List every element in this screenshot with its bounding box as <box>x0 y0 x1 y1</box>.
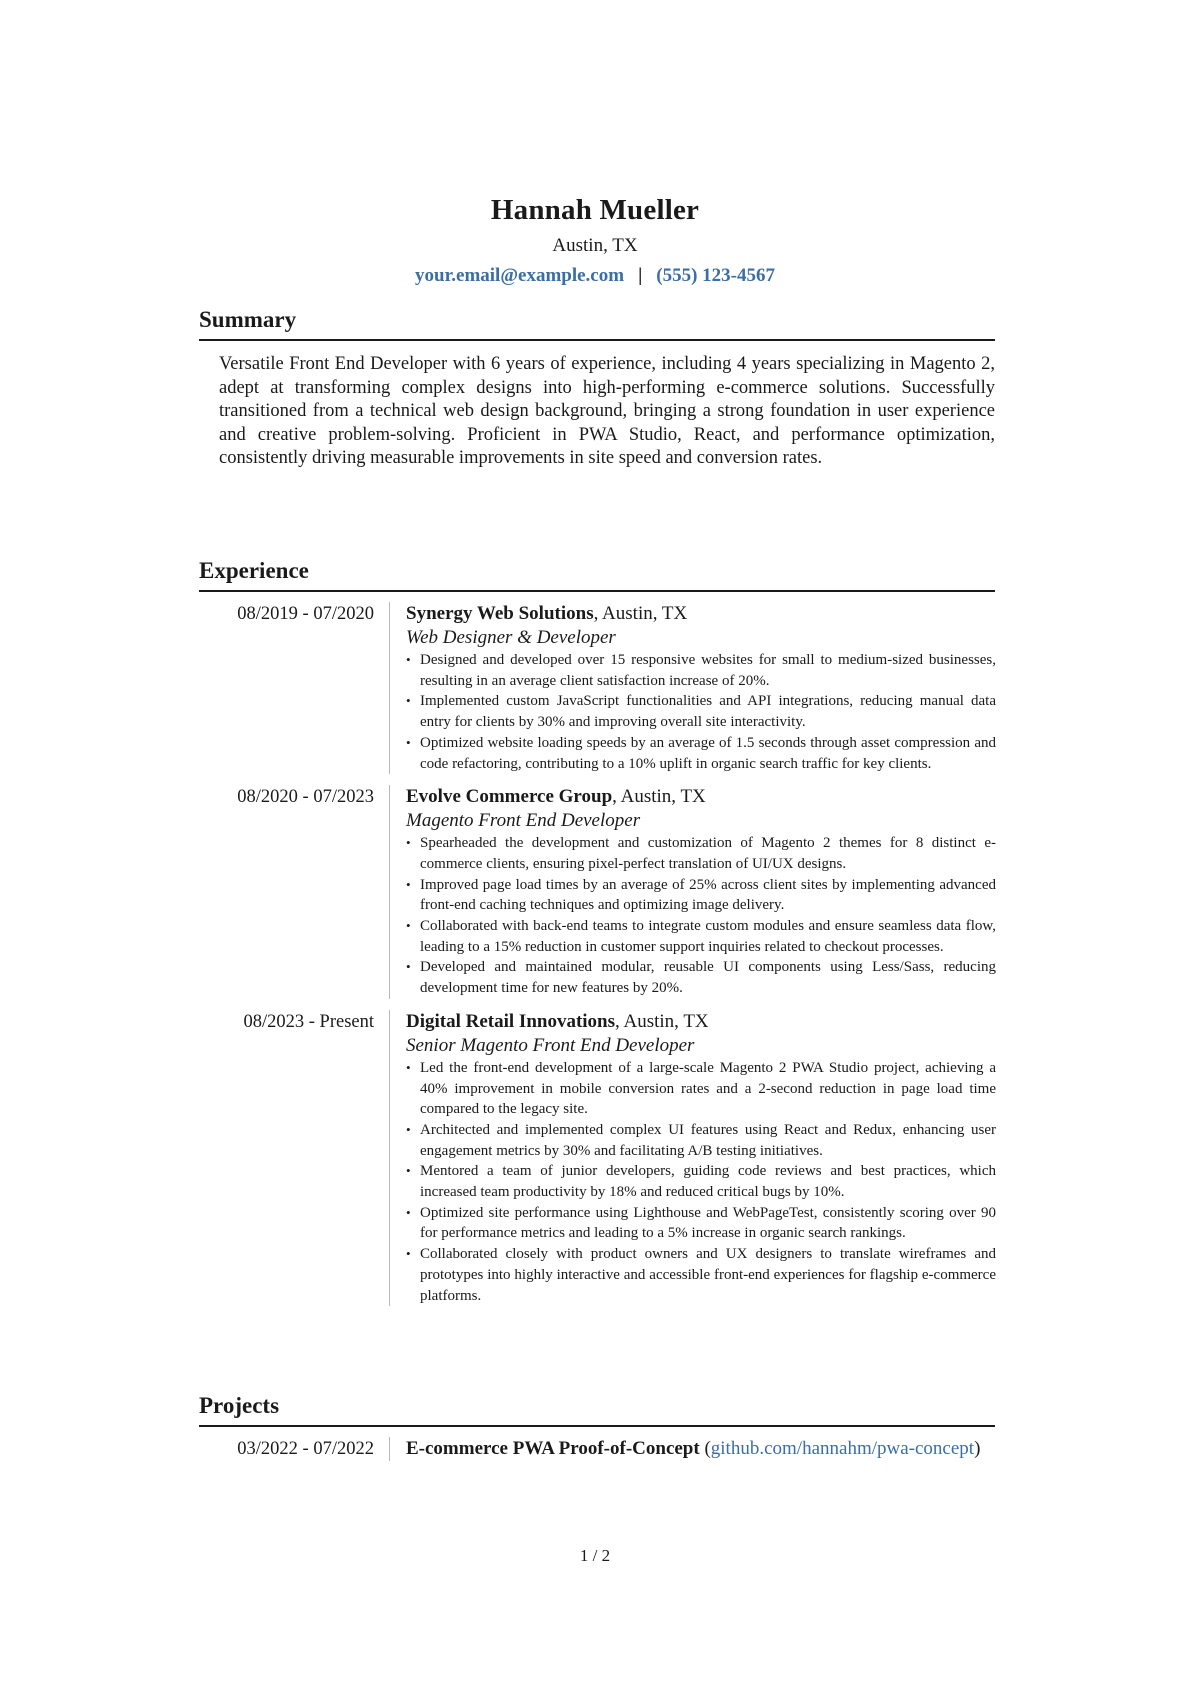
entry-body <box>406 1010 996 1306</box>
contact-separator: | <box>638 265 643 286</box>
bullet-item: • Collaborated with back-end teams to integrate custom modules and ensure seamless data flow, leading to a 15% reduction in customer support inquiries related to checkout processes. <box>406 916 996 957</box>
projects-heading: Projects <box>199 1393 280 1418</box>
company-location: , Austin, TX <box>593 603 688 624</box>
experience-entry <box>199 785 995 999</box>
experience-section <box>199 556 995 1306</box>
bullet-item: • Architected and implemented complex UI features using React and Redux, enhancing user engagement metrics by 30% and facilitating A/B testing initiatives. <box>406 1120 996 1161</box>
bullet-item: • Spearheaded the development and customization of Magento 2 themes for 8 distinct e-commerce clients, ensuring pixel-perfect translation of UI/UX designs. <box>406 833 996 874</box>
bullet-item: • Optimized site performance using Lighthouse and WebPageTest, consistently scoring over 90 for performance metrics and leading to a 5% increase in organic search rankings. <box>406 1203 996 1244</box>
entry-org <box>406 1010 996 1034</box>
project-entry <box>199 1437 995 1461</box>
job-title: Web Designer & Developer <box>406 627 616 648</box>
entry-org <box>406 785 996 809</box>
page-number: 1 / 2 <box>579 1546 611 1565</box>
entry-body <box>406 1437 996 1461</box>
resume-header <box>0 190 1190 289</box>
summary-heading: Summary <box>199 307 297 332</box>
bullet-item: • Mentored a team of junior developers, guiding code reviews and best practices, which increased team productivity by 18% and reduced critical bugs by 10%. <box>406 1161 996 1202</box>
entry-dates: 08/2020 - 07/2023 <box>237 787 374 808</box>
experience-heading: Experience <box>199 558 309 583</box>
bullet-item: • Led the front-end development of a large-scale Magento 2 PWA Studio project, achieving a 40% improvement in mobile conversion rates and a 2-second reduction in page load time compared to the legacy site. <box>406 1058 996 1120</box>
entry-dates: 08/2023 - Present <box>243 1011 374 1032</box>
job-title: Magento Front End Developer <box>406 810 641 832</box>
project-name: E-commerce PWA Proof-of-Concept <box>406 1438 700 1459</box>
bullet-list <box>406 650 996 774</box>
bullet-list <box>406 1058 996 1306</box>
link-close-paren: ) <box>974 1438 981 1459</box>
timeline-line <box>389 785 390 999</box>
company-name: Evolve Commerce Group <box>406 786 613 808</box>
link-open-paren: ( <box>699 1438 711 1459</box>
experience-entry <box>199 1010 995 1306</box>
entry-body <box>406 602 996 774</box>
email-link[interactable]: your.email@example.com <box>415 265 625 286</box>
entry-dates: 03/2022 - 07/2022 <box>237 1439 374 1459</box>
project-link[interactable]: github.com/hannahm/pwa-concept <box>710 1438 975 1459</box>
company-location: , Austin, TX <box>615 1010 709 1032</box>
entry-dates: 08/2019 - 07/2020 <box>237 604 374 624</box>
timeline-line <box>389 1010 390 1306</box>
bullet-item: • Designed and developed over 15 responsive websites for small to medium-sized businesses, resulting in an average client satisfaction increase of 20%. <box>406 650 996 691</box>
company-name: Digital Retail Innovations <box>406 1010 616 1032</box>
entry-org <box>406 602 996 626</box>
job-title: Senior Magento Front End Developer <box>406 1034 695 1056</box>
bullet-item: • Developed and maintained modular, reusable UI components using Less/Sass, reducing development time for new features by 20%. <box>406 957 996 998</box>
project-title-line <box>406 1437 996 1461</box>
section-divider <box>199 590 995 592</box>
phone-link[interactable]: (555) 123-4567 <box>656 265 775 286</box>
bullet-item: • Collaborated closely with product owners and UX designers to translate wireframes and prototypes into highly interactive and accessible front-end experiences for flagship e-commerce platforms. <box>406 1244 996 1306</box>
contact-line <box>0 263 1190 289</box>
bullet-item: • Optimized website loading speeds by an average of 1.5 seconds through asset compression and code refactoring, contributing to a 10% uplift in organic search traffic for key clients. <box>406 733 996 774</box>
section-divider <box>199 339 995 341</box>
candidate-location: Austin, TX <box>552 235 638 256</box>
timeline-line <box>389 1437 390 1461</box>
bullet-item: • Improved page load times by an average of 25% across client sites by implementing advanced front-end caching techniques and optimizing image delivery. <box>406 875 996 916</box>
entry-body <box>406 785 996 999</box>
bullet-list <box>406 833 996 999</box>
projects-section <box>199 1391 995 1461</box>
summary-text: Versatile Front End Developer with 6 years of experience, including 4 years specializing in Magento 2, adept at transforming complex designs into high-performing e-commerce solutions. Successfully transitioned from a technical web design background, bringing a strong foundation in user experience and creative problem-solving. Proficient in PWA Studio, React, and performance optimization, consistently driving measurable improvements in site speed and conversion rates. <box>219 354 995 468</box>
summary-section <box>199 305 995 471</box>
timeline-line <box>389 602 390 774</box>
company-name: Synergy Web Solutions <box>406 603 594 624</box>
candidate-name: Hannah Mueller <box>490 194 700 226</box>
section-divider <box>199 1425 995 1427</box>
experience-entry <box>199 602 995 774</box>
bullet-item: • Implemented custom JavaScript functionalities and API integrations, reducing manual data entry for clients by 30% and improving overall site interactivity. <box>406 691 996 732</box>
company-location: , Austin, TX <box>612 786 706 808</box>
